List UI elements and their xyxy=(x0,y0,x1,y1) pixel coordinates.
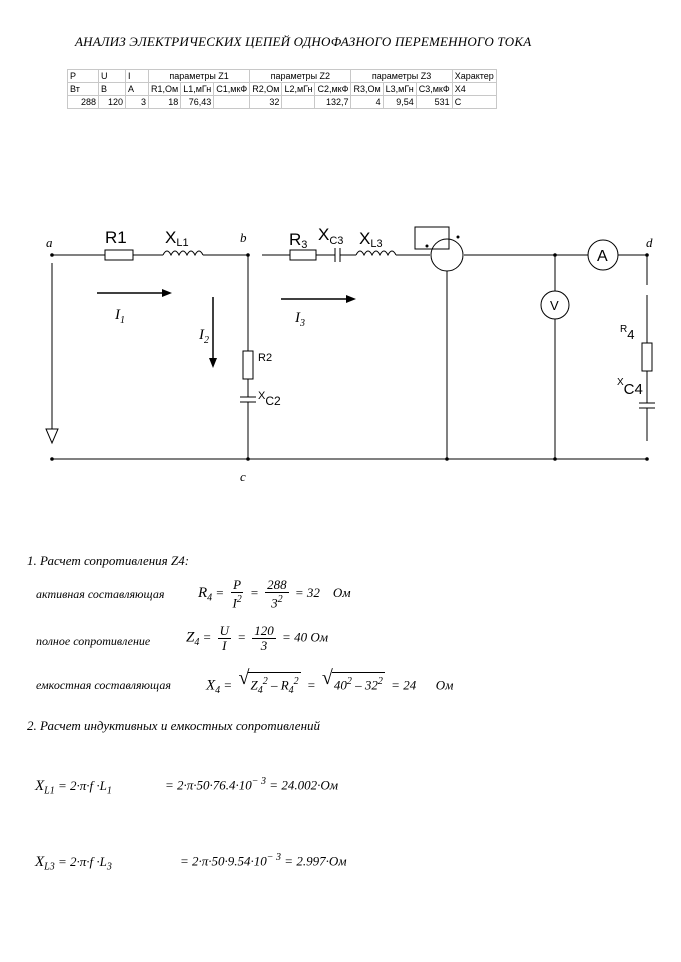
section2-heading: 2. Расчет индуктивных и емкостных сопротивлений xyxy=(27,718,321,733)
table-cell: P xyxy=(68,70,99,83)
table-cell xyxy=(282,96,315,109)
label-r3: R3 xyxy=(289,230,308,251)
voltmeter-label: V xyxy=(550,298,559,313)
node-label-a: a xyxy=(46,235,53,250)
table-cell: 9,54 xyxy=(383,96,416,109)
xl3-calc: = $2\cdot\pi\cdot 50\cdot 9.54\cdot 10^{- 3} = 2.997\cdot Ом$ xyxy=(180,852,347,869)
ammeter-label: A xyxy=(597,248,608,265)
resistor-r3 xyxy=(290,250,316,260)
node-label-c: c xyxy=(240,469,246,484)
circuit-diagram xyxy=(0,215,681,495)
table-cell: А xyxy=(126,83,149,96)
table-cell: X4 xyxy=(452,83,496,96)
table-cell: L3,мГн xyxy=(383,83,416,96)
inductor-l3 xyxy=(356,251,396,255)
table-cell: 120 xyxy=(99,96,126,109)
node-dot xyxy=(645,253,649,257)
table-cell: U xyxy=(99,70,126,83)
node-dot xyxy=(50,253,54,257)
node-dot xyxy=(246,457,250,461)
table-cell xyxy=(214,96,250,109)
table-cell: 3 xyxy=(126,96,149,109)
label-xl3: XL3 xyxy=(359,229,383,250)
label-i3: $I_3$ xyxy=(295,310,305,329)
node-dot xyxy=(445,457,449,461)
table-cell: 4 xyxy=(351,96,383,109)
label-i2: $I_2$ xyxy=(199,327,209,346)
label-r4: R4 xyxy=(620,324,635,342)
section1-heading: 1. Расчет сопротивления Z4: xyxy=(27,553,190,568)
voltage-arrow-icon xyxy=(46,429,58,443)
table-cell: В xyxy=(99,83,126,96)
cap-formula: $X_4$ = √ $Z_4^2 - R_4^2$ = √ $40^2 - 32^2 = 24$ Ом xyxy=(206,672,453,700)
label-r2: R2 xyxy=(258,352,273,364)
resistor-r1 xyxy=(105,250,133,260)
table-cell: параметры Z2 xyxy=(250,70,351,83)
xl1-calc: = $2\cdot\pi\cdot 50\cdot 76.4\cdot 10^{- 3} = 24.002\cdot Ом$ xyxy=(165,776,339,793)
inductor-l1 xyxy=(163,251,203,255)
resistor-r4 xyxy=(642,343,652,371)
node-label-d: d xyxy=(646,235,653,250)
arrow-head-icon xyxy=(346,295,356,303)
full-formula: $Z_4$ = $\frac{U}{I}$ = $\frac{120}{3}$ = 40 Ом xyxy=(186,623,329,653)
wattmeter-coil xyxy=(415,227,449,249)
label-xc2: XC2 xyxy=(258,390,281,408)
table-cell: 32 xyxy=(250,96,282,109)
table-cell: параметры Z3 xyxy=(351,70,452,83)
active-label: активная составляющая xyxy=(36,587,165,601)
label-r1: R1 xyxy=(105,228,127,247)
arrow-head-icon xyxy=(162,289,172,297)
node-dot xyxy=(50,457,54,461)
table-cell: L1,мГн xyxy=(181,83,214,96)
parameters-table xyxy=(67,69,497,109)
label-xl1: XL1 xyxy=(165,228,189,249)
resistor-r2 xyxy=(243,351,253,379)
table-cell: 76,43 xyxy=(181,96,214,109)
wattmeter-terminal-dot xyxy=(457,236,460,239)
table-row xyxy=(68,96,497,109)
label-i1: $I_1$ xyxy=(115,307,125,326)
table-cell: I xyxy=(126,70,149,83)
node-dot xyxy=(645,457,649,461)
table-cell: L2,мГн xyxy=(282,83,315,96)
cap-label: емкостная составляющая xyxy=(36,678,171,692)
node-label-b: b xyxy=(240,230,247,245)
table-cell: 18 xyxy=(149,96,181,109)
label-xc3: $X_{C3}$ xyxy=(318,225,344,247)
table-header-row xyxy=(68,70,497,83)
wattmeter-terminal-dot xyxy=(426,245,429,248)
xl1-formula: $X_{L1} = 2\cdot\pi\cdot f \cdot L_1$ xyxy=(35,778,112,797)
xl3-formula: $X_{L3} = 2\cdot\pi\cdot f \cdot L_3$ xyxy=(35,854,112,873)
table-cell: Вт xyxy=(68,83,99,96)
table-cell: C3,мкФ xyxy=(416,83,452,96)
node-dot xyxy=(553,457,557,461)
table-cell: C2,мкФ xyxy=(315,83,351,96)
active-formula: $R_4$ = $\frac{P}{I^2}$ = $\frac{288}{3^2}$ = 32 Ом xyxy=(198,577,351,611)
table-cell: 132,7 xyxy=(315,96,351,109)
table-cell: 288 xyxy=(68,96,99,109)
table-cell: R3,Ом xyxy=(351,83,383,96)
table-cell: 531 xyxy=(416,96,452,109)
table-header-row xyxy=(68,83,497,96)
table-cell: параметры Z1 xyxy=(149,70,250,83)
page-title: АНАЛИЗ ЭЛЕКТРИЧЕСКИХ ЦЕПЕЙ ОДНОФАЗНОГО ПЕРЕМЕННОГО ТОКА xyxy=(75,34,532,49)
full-label: полное сопротивление xyxy=(36,634,151,648)
table-cell: Характер xyxy=(452,70,496,83)
node-dot xyxy=(246,253,250,257)
table-cell: C xyxy=(452,96,496,109)
node-dot xyxy=(553,253,557,257)
arrow-head-icon xyxy=(209,358,217,368)
table-cell: C1,мкФ xyxy=(214,83,250,96)
table-cell: R1,Ом xyxy=(149,83,181,96)
wattmeter xyxy=(431,239,463,271)
label-xc4: XC4 xyxy=(617,377,643,398)
table-cell: R2,Ом xyxy=(250,83,282,96)
